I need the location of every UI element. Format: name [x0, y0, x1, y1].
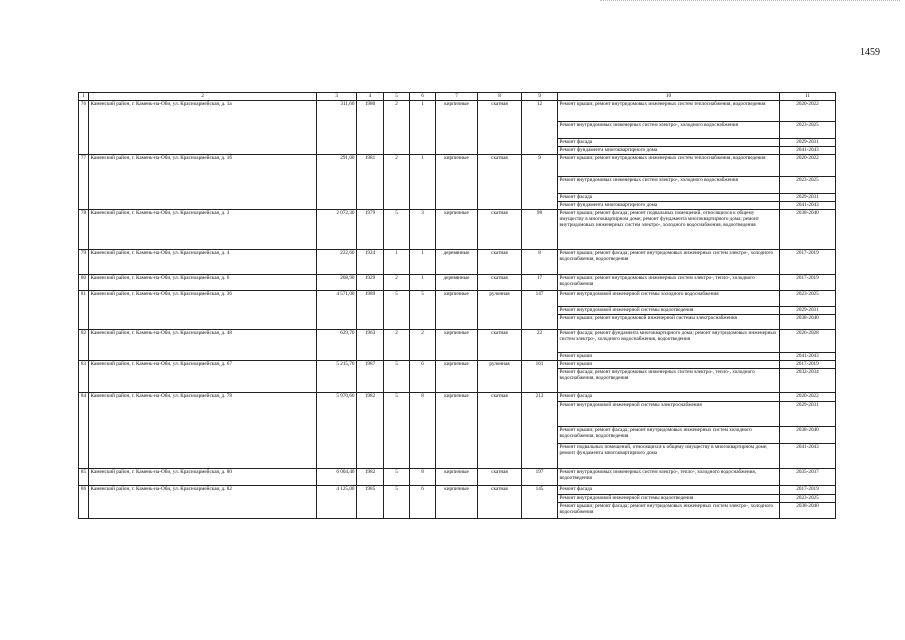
roof-type-cell: скатная: [478, 101, 522, 155]
floors-cell: 5: [384, 210, 410, 250]
table-row: [79, 275, 836, 291]
walls-material-cell: деревянные: [436, 275, 478, 291]
table-row: [79, 155, 836, 177]
address-cell: Каменский район, г. Камень-на-Оби, ул. Красноармейская, д. 36: [89, 291, 317, 330]
residents-cell: 17: [522, 275, 558, 291]
residents-cell: 145: [522, 486, 558, 519]
repair-work-cell: Ремонт внутридомовых инженерных систем электро-, холодного водоснабжения: [558, 122, 780, 139]
table-row: [79, 210, 836, 250]
year-cell: 1981: [357, 155, 384, 210]
year-cell: 1982: [357, 469, 384, 486]
repair-work-cell: Ремонт фасада: [558, 486, 780, 495]
entrances-cell: 3: [410, 210, 436, 250]
roof-type-cell: скатная: [478, 275, 522, 291]
repair-work-cell: Ремонт крыши; ремонт внутридомовых инженерных систем теплоснабжения, водоотведения: [558, 155, 780, 177]
table-row: [79, 361, 836, 369]
residents-cell: 98: [522, 210, 558, 250]
residents-cell: 8: [522, 250, 558, 275]
walls-material-cell: кирпичные: [436, 486, 478, 519]
repair-period-cell: 2038-2040: [780, 210, 836, 250]
roof-type-cell: скатная: [478, 250, 522, 275]
entrances-cell: 1: [410, 101, 436, 155]
residents-cell: 22: [522, 330, 558, 361]
repair-work-cell: Ремонт фасада: [558, 393, 780, 402]
repair-period-cell: 2038-2040: [780, 503, 836, 519]
area-cell: 2 072,30: [317, 210, 357, 250]
walls-material-cell: кирпичные: [436, 393, 478, 469]
repair-period-cell: 2032-2034: [780, 369, 836, 393]
entrances-cell: 1: [410, 250, 436, 275]
repair-work-cell: Ремонт внутридомовой инженерной системы электроснабжения: [558, 402, 780, 427]
residents-cell: 12: [522, 101, 558, 155]
repair-work-cell: Ремонт фундамента многоквартирного дома: [558, 147, 780, 155]
repair-work-cell: Ремонт внутридомовой инженерной системы холодного водоснабжения: [558, 291, 780, 307]
residents-cell: 197: [522, 469, 558, 486]
entrances-cell: 6: [410, 361, 436, 393]
area-cell: 291,00: [317, 155, 357, 210]
repair-work-cell: Ремонт внутридомовой инженерной системы водоотведения: [558, 495, 780, 503]
floors-cell: 2: [384, 275, 410, 291]
area-cell: 311,60: [317, 101, 357, 155]
roof-type-cell: рулонная: [478, 291, 522, 330]
scan-top-line: [600, 0, 900, 2]
year-cell: 1987: [357, 361, 384, 393]
column-header: 4: [357, 93, 384, 101]
repair-period-cell: 2035-2037: [780, 469, 836, 486]
year-cell: 1929: [357, 275, 384, 291]
roof-type-cell: рулонная: [478, 361, 522, 393]
area-cell: 629,70: [317, 330, 357, 361]
roof-type-cell: скатная: [478, 469, 522, 486]
row-number: 80: [79, 275, 89, 291]
repair-period-cell: 2020-2022: [780, 393, 836, 402]
repair-work-cell: Ремонт фасада: [558, 194, 780, 202]
walls-material-cell: кирпичные: [436, 469, 478, 486]
row-number: 77: [79, 155, 89, 210]
residents-cell: 161: [522, 361, 558, 393]
repair-period-cell: 2041-2043: [780, 444, 836, 469]
repair-period-cell: 2023-2025: [780, 495, 836, 503]
year-cell: 1979: [357, 210, 384, 250]
repair-work-cell: Ремонт крыши; ремонт фасада; ремонт внутридомовых инженерных систем электро-, холодного водоснабжения: [558, 503, 780, 519]
repair-period-cell: 2041-2043: [780, 147, 836, 155]
repair-work-cell: Ремонт подвальных помещений, относящихся к общему имуществу в многоквартирном доме; ремонт фундамента многоквартирного дома: [558, 444, 780, 469]
repair-work-cell: Ремонт крыши; ремонт внутридомовых инженерных систем электро-, тепло-, холодного водоснабжения: [558, 275, 780, 291]
row-number: 76: [79, 101, 89, 155]
walls-material-cell: кирпичные: [436, 210, 478, 250]
page-number: 1459: [860, 47, 880, 58]
address-cell: Каменский район, г. Камень-на-Оби, ул. Красноармейская, д. 3: [89, 210, 317, 250]
floors-cell: 2: [384, 155, 410, 210]
column-number-row: [79, 93, 836, 101]
column-header: 3: [317, 93, 357, 101]
area-cell: 6 004,40: [317, 469, 357, 486]
area-cell: 5 970,60: [317, 393, 357, 469]
address-cell: Каменский район, г. Камень-на-Оби, ул. Красноармейская, д. 80: [89, 469, 317, 486]
repair-period-cell: 2041-2043: [780, 353, 836, 361]
repair-work-cell: Ремонт крыши: [558, 361, 780, 369]
area-cell: 4 125,00: [317, 486, 357, 519]
repair-work-cell: Ремонт фундамента многоквартирного дома: [558, 202, 780, 210]
repair-period-cell: 2029-2031: [780, 402, 836, 427]
repair-work-cell: Ремонт внутридомовых инженерных систем электро-, тепло-, холодного водоснабжения, водоотведения: [558, 469, 780, 486]
entrances-cell: 1: [410, 155, 436, 210]
table-row: [79, 250, 836, 275]
repair-period-cell: 2017-2019: [780, 486, 836, 495]
year-cell: 1924: [357, 250, 384, 275]
roof-type-cell: скатная: [478, 393, 522, 469]
repair-work-cell: Ремонт внутридомовых инженерных систем электро-, холодного водоснабжения: [558, 177, 780, 194]
walls-material-cell: деревянные: [436, 250, 478, 275]
floors-cell: 5: [384, 393, 410, 469]
repair-period-cell: 2023-2025: [780, 291, 836, 307]
residents-cell: 147: [522, 291, 558, 330]
row-number: 78: [79, 210, 89, 250]
row-number: 86: [79, 486, 89, 519]
entrances-cell: 8: [410, 469, 436, 486]
entrances-cell: 2: [410, 330, 436, 361]
address-cell: Каменский район, г. Камень-на-Оби, ул. Красноармейская, д. 82: [89, 486, 317, 519]
repair-work-cell: Ремонт фасада; ремонт внутридомовых инженерных систем электро-, тепло-, холодного водоснабжения, водоотведения: [558, 369, 780, 393]
residents-cell: 9: [522, 155, 558, 210]
repair-work-cell: Ремонт крыши; ремонт внутридомовой инженерной системы электроснабжения: [558, 315, 780, 330]
address-cell: Каменский район, г. Камень-на-Оби, ул. Красноармейская, д. 67: [89, 361, 317, 393]
year-cell: 1989: [357, 291, 384, 330]
year-cell: 1980: [357, 101, 384, 155]
column-header: 5: [384, 93, 410, 101]
address-cell: Каменский район, г. Камень-на-Оби, ул. Красноармейская, д. 1а: [89, 101, 317, 155]
column-header: 6: [410, 93, 436, 101]
area-cell: 222,60: [317, 250, 357, 275]
address-cell: Каменский район, г. Камень-на-Оби, ул. Красноармейская, д. 78: [89, 393, 317, 469]
address-cell: Каменский район, г. Камень-на-Оби, ул. Красноармейская, д. 1б: [89, 155, 317, 210]
row-number: 82: [79, 330, 89, 361]
repair-work-cell: Ремонт крыши; ремонт фасада; ремонт внутридомовых инженерных систем электро-, холодного водоснабжения, водоотведения: [558, 250, 780, 275]
table-row: [79, 101, 836, 122]
table-row: [79, 469, 836, 486]
repair-period-cell: 2023-2025: [780, 177, 836, 194]
floors-cell: 5: [384, 361, 410, 393]
table-body: [79, 101, 836, 519]
repair-period-cell: 2029-2031: [780, 139, 836, 147]
column-header: 1: [79, 93, 89, 101]
roof-type-cell: скатная: [478, 330, 522, 361]
address-cell: Каменский район, г. Камень-на-Оби, ул. Красноармейская, д. 48: [89, 330, 317, 361]
repair-period-cell: 2017-2019: [780, 275, 836, 291]
repair-work-cell: Ремонт фасада: [558, 139, 780, 147]
walls-material-cell: кирпичные: [436, 361, 478, 393]
table-row: [79, 486, 836, 495]
floors-cell: 2: [384, 101, 410, 155]
row-number: 81: [79, 291, 89, 330]
column-header: 9: [522, 93, 558, 101]
repair-work-cell: Ремонт внутридомовой инженерной системы водоотведения: [558, 307, 780, 315]
floors-cell: 2: [384, 330, 410, 361]
column-header: 7: [436, 93, 478, 101]
repair-period-cell: 2029-2031: [780, 307, 836, 315]
column-header: 11: [780, 93, 836, 101]
walls-material-cell: кирпичные: [436, 330, 478, 361]
entrances-cell: 5: [410, 291, 436, 330]
repair-work-cell: Ремонт крыши; ремонт фасада; ремонт подвальных помещений, относящихся к общему имуществу в многоквартирном доме; ремонт фундамента многоквартирного дома; ремонт внутридомовых инженерных систем электро-, холодного водоснабжения, водоотведения: [558, 210, 780, 250]
year-cell: 1982: [357, 393, 384, 469]
column-header: 2: [89, 93, 317, 101]
address-cell: Каменский район, г. Камень-на-Оби, ул. Красноармейская, д. 6: [89, 275, 317, 291]
address-cell: Каменский район, г. Камень-на-Оби, ул. Красноармейская, д. 4: [89, 250, 317, 275]
row-number: 84: [79, 393, 89, 469]
repair-work-cell: Ремонт крыши; ремонт внутридомовых инженерных систем теплоснабжения, водоотведения: [558, 101, 780, 122]
floors-cell: 5: [384, 469, 410, 486]
repair-period-cell: 2041-2043: [780, 202, 836, 210]
entrances-cell: 1: [410, 275, 436, 291]
roof-type-cell: скатная: [478, 155, 522, 210]
repair-work-cell: Ремонт фасада; ремонт фундамента многоквартирного дома; ремонт внутридомовых инженерных систем электро-, холодного водоснабжения, водоотведения: [558, 330, 780, 353]
repair-period-cell: 2020-2022: [780, 155, 836, 177]
row-number: 79: [79, 250, 89, 275]
column-header: 8: [478, 93, 522, 101]
walls-material-cell: кирпичные: [436, 155, 478, 210]
capital-repair-table: [78, 92, 836, 519]
repair-period-cell: 2038-2040: [780, 315, 836, 330]
floors-cell: 5: [384, 486, 410, 519]
repair-period-cell: 2038-2040: [780, 427, 836, 444]
repair-work-cell: Ремонт крыши; ремонт фасада; ремонт внутридомовых инженерных систем холодного водоснабжения, водоотведения: [558, 427, 780, 444]
column-header: 10: [558, 93, 780, 101]
repair-period-cell: 2017-2019: [780, 250, 836, 275]
table-row: [79, 291, 836, 307]
repair-period-cell: 2029-2031: [780, 194, 836, 202]
row-number: 85: [79, 469, 89, 486]
year-cell: 1985: [357, 486, 384, 519]
table-row: [79, 393, 836, 402]
repair-period-cell: 2017-2019: [780, 361, 836, 369]
walls-material-cell: кирпичные: [436, 101, 478, 155]
roof-type-cell: скатная: [478, 210, 522, 250]
floors-cell: 5: [384, 291, 410, 330]
repair-period-cell: 2026-2028: [780, 330, 836, 353]
year-cell: 1963: [357, 330, 384, 361]
repair-period-cell: 2023-2025: [780, 122, 836, 139]
repair-period-cell: 2020-2022: [780, 101, 836, 122]
walls-material-cell: кирпичные: [436, 291, 478, 330]
area-cell: 268,90: [317, 275, 357, 291]
entrances-cell: 6: [410, 486, 436, 519]
area-cell: 4 571,00: [317, 291, 357, 330]
residents-cell: 213: [522, 393, 558, 469]
area-cell: 5 215,70: [317, 361, 357, 393]
table-row: [79, 330, 836, 353]
entrances-cell: 8: [410, 393, 436, 469]
row-number: 83: [79, 361, 89, 393]
repair-work-cell: Ремонт крыши: [558, 353, 780, 361]
floors-cell: 1: [384, 250, 410, 275]
roof-type-cell: скатная: [478, 486, 522, 519]
